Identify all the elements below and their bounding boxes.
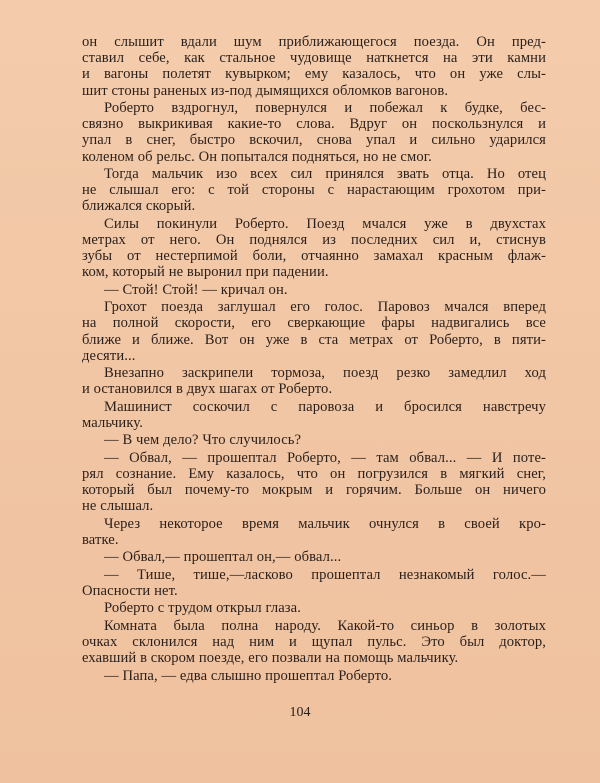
text-line: Через некоторое время мальчик очнулся в своей кро- xyxy=(104,515,546,532)
text-line: — Папа, — едва слышно прошептал Роберто. xyxy=(104,667,393,684)
text-line: Внезапно заскрипели тормоза, поезд резко замедлил ход xyxy=(104,365,546,382)
text-line: Опасности нет. xyxy=(82,582,178,599)
text-line: Силы покинули Роберто. Поезд мчался уже в двухстах xyxy=(104,215,546,232)
text-line: ближе и ближе. Вот он уже в ста метрах от Роберто, в пяти- xyxy=(82,331,546,348)
text-line: метрах от него. Он поднялся из последних сил и, стиснув xyxy=(82,232,546,248)
text-line: коленом об рельс. Он попытался подняться, но не смог. xyxy=(82,148,432,165)
paragraph xyxy=(82,216,546,281)
text-line: ближался скорый. xyxy=(82,198,196,215)
paragraph xyxy=(82,618,546,667)
text-line: Машинист соскочил с паровоза и бросился навстречу xyxy=(104,398,546,415)
text-line: десяти... xyxy=(82,347,136,364)
text-line: и вагоны полетят кувырком; ему казалось, что он уже слы- xyxy=(82,66,546,83)
text-line: мальчику. xyxy=(82,414,143,431)
text-line: он слышит вдали шум приближающегося поезда. Он пред- xyxy=(82,34,546,50)
text-line: ехавший в скором поезде, его позвали на помощь мальчику. xyxy=(82,650,459,667)
text-line: — Тише, тише,—ласково прошептал незнакомый голос.— xyxy=(104,566,546,583)
paragraph xyxy=(82,166,546,215)
text-line: Роберто вздрогнул, повернулся и побежал к будке, бес- xyxy=(104,100,546,116)
text-line: рял сознание. Ему казалось, что он погрузился в мягкий снег, xyxy=(82,465,546,482)
text-line: не слышал его: с той стороны с нарастающим грохотом при- xyxy=(82,182,546,199)
text-line: связно выкрикивая какие-то слова. Вдруг он поскользнулся и xyxy=(82,116,546,133)
text-line: — Обвал,— прошептал он,— обвал... xyxy=(104,549,342,566)
paragraph xyxy=(82,100,546,165)
text-line: не слышал. xyxy=(82,498,154,515)
page-number: 104 xyxy=(289,705,311,720)
paragraph xyxy=(82,516,546,548)
paragraph xyxy=(82,600,546,616)
paragraph xyxy=(82,549,546,565)
paragraph xyxy=(82,668,546,684)
text-line: шит стоны раненых из-под дымящихся обломков вагонов. xyxy=(82,82,449,99)
text-line: ватке. xyxy=(82,531,119,548)
text-line: ком, который не выронил при падении. xyxy=(82,264,329,281)
text-line: Комната была полна народу. Какой-то синьор в золотых xyxy=(104,617,546,634)
text-line: — Обвал, — прошептал Роберто, — там обвал... — И поте- xyxy=(104,449,546,466)
paragraph xyxy=(82,34,546,99)
paragraph xyxy=(82,450,546,515)
paragraph xyxy=(82,432,546,448)
text-line: который был почему-то мокрым и горячим. Больше он ничего xyxy=(82,482,546,499)
text-line: Роберто с трудом открыл глаза. xyxy=(104,600,301,617)
text-line: зубы от нестерпимой боли, отчаянно замахал красным флаж- xyxy=(82,248,546,265)
text-line: упал в снег, быстро вскочил, снова упал и сильно ударился xyxy=(82,132,546,149)
paragraph xyxy=(82,567,546,599)
paragraph xyxy=(82,282,546,298)
page-body-text xyxy=(82,34,546,685)
text-line: очках склонился над ним и щупал пульс. Это был доктор, xyxy=(82,633,546,650)
text-line: и остановился в двух шагах от Роберто. xyxy=(82,381,333,398)
paragraph xyxy=(82,299,546,364)
text-line: — Стой! Стой! — кричал он. xyxy=(104,281,288,298)
text-line: ставил себе, как стальное чудовище наткнется на эти камни xyxy=(82,50,546,67)
paragraph xyxy=(82,399,546,431)
text-line: на полной скорости, его сверкающие фары надвигались все xyxy=(82,315,546,332)
text-line: Грохот поезда заглушал его голос. Паровоз мчался вперед xyxy=(104,299,546,316)
text-line: Тогда мальчик изо всех сил принялся звать отца. Но отец xyxy=(104,166,546,182)
paragraph xyxy=(82,365,546,397)
text-line: — В чем дело? Что случилось? xyxy=(104,432,302,449)
